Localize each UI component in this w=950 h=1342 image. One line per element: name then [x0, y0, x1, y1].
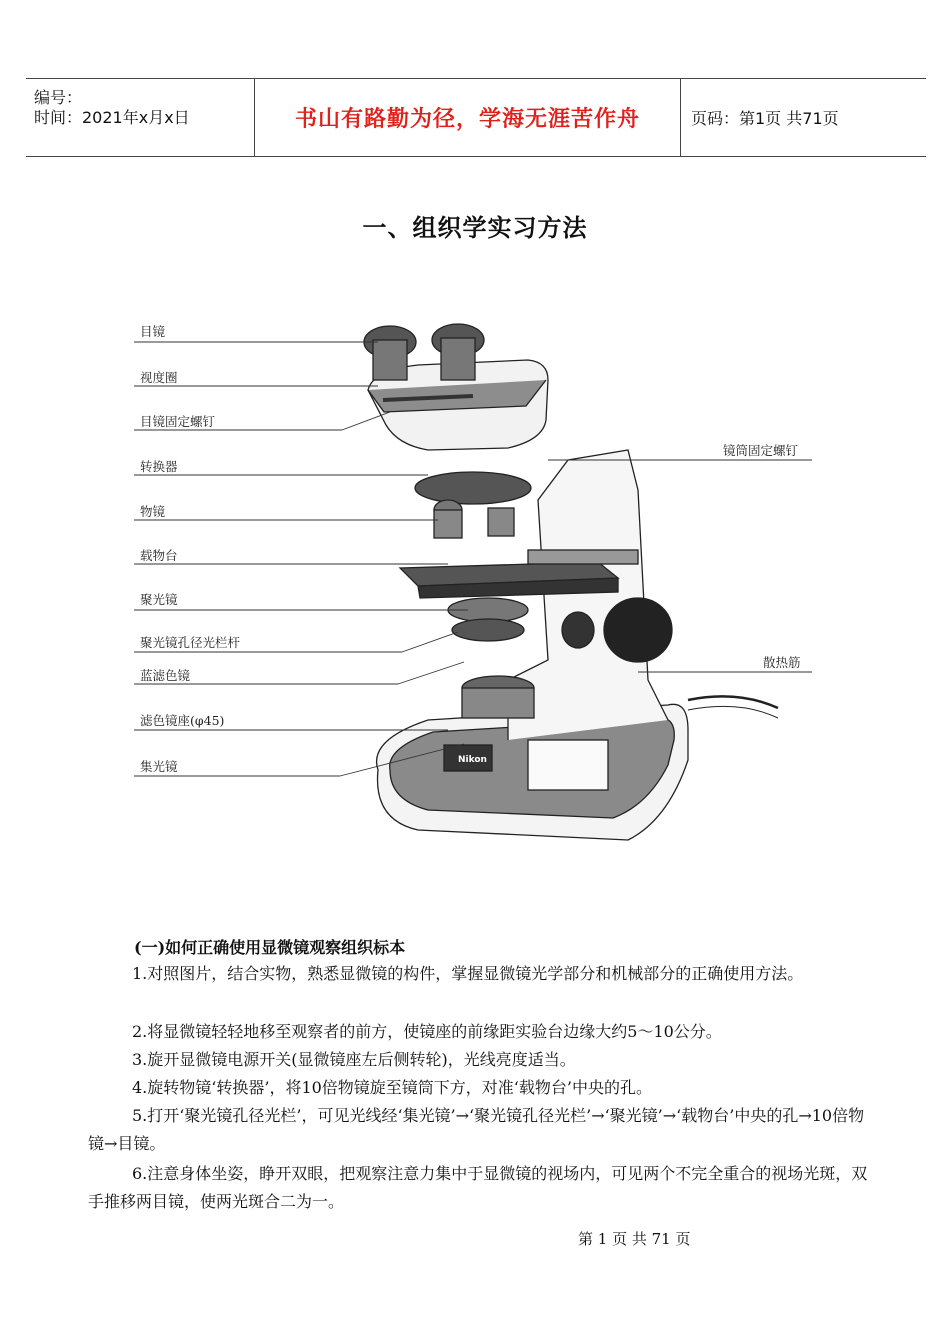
label-objective: 物镜 [140, 504, 166, 519]
page-footer: 第 1 页 共 71 页 [578, 1230, 691, 1248]
paragraph-6-text: 6.注意身体坐姿，睁开双眼，把观察注意力集中于显微镜的视场内，可见两个不完全重合的视场光斑，双手推移两目镜，使两光斑合二为一。 [88, 1164, 868, 1211]
label-blue-filter: 蓝滤色镜 [140, 668, 191, 683]
label-filter-holder: 滤色镜座(φ45) [140, 713, 225, 728]
header-motto-cell [255, 79, 681, 156]
label-eyepiece: 目镜 [140, 324, 166, 339]
paragraph-2 [88, 1018, 868, 1046]
paragraph-4-text: 4.旋转物镜‘转换器’，将10倍物镜旋至镜筒下方，对准‘载物台’中央的孔。 [132, 1078, 652, 1097]
page-title: 一、组织学实习方法 [362, 213, 588, 242]
page-info: 页码：第1页 共71页 [691, 109, 839, 128]
header-page-cell [681, 79, 926, 156]
motto: 书山有路勤为径，学海无涯苦作舟 [294, 106, 640, 132]
label-collector: 集光镜 [140, 759, 178, 774]
paragraph-5-text: 5.打开‘聚光镜孔径光栏’，可见光线经‘集光镜’→‘聚光镜孔径光栏’→‘聚光镜’→‘载物台’中央的孔→10倍物镜→目镜。 [88, 1106, 865, 1153]
paragraph-4 [88, 1074, 868, 1102]
paragraph-1-text: 1.对照图片，结合实物，熟悉显微镜的构件，掌握显微镜光学部分和机械部分的正确使用方法。 [132, 964, 804, 983]
header-meta-cell [26, 79, 255, 156]
paragraph-2-text: 2.将显微镜轻轻地移至观察者的前方，使镜座的前缘距实验台边缘大约5～10公分。 [132, 1022, 722, 1041]
time-label: 时间：2021年x月x日 [34, 108, 190, 127]
brand-logo: Nikon [458, 755, 487, 765]
label-heat-sink: 散热筋 [763, 655, 801, 670]
label-tube-screw: 镜筒固定螺钉 [723, 443, 799, 458]
microscope-illustration [128, 300, 828, 870]
paragraph-6 [88, 1160, 868, 1216]
paragraph-3-text: 3.旋开显微镜电源开关(显微镜座左后侧转轮)，光线亮度适当。 [132, 1050, 576, 1069]
paragraph-5 [88, 1102, 868, 1158]
label-stage: 载物台 [140, 548, 178, 563]
paragraph-1 [88, 960, 868, 988]
paragraph-3 [88, 1046, 868, 1074]
label-aperture-lever: 聚光镜孔径光栏杆 [140, 635, 241, 650]
label-nosepiece: 转换器 [140, 459, 178, 474]
document-header [26, 78, 926, 157]
label-eyepiece-screw: 目镜固定螺钉 [140, 414, 216, 429]
microscope-figure [128, 300, 828, 870]
label-condenser: 聚光镜 [140, 592, 178, 607]
section-heading: (一)如何正确使用显微镜观察组织标本 [134, 938, 406, 957]
number-label: 编号： [34, 88, 83, 107]
label-diopter: 视度圈 [140, 370, 178, 385]
